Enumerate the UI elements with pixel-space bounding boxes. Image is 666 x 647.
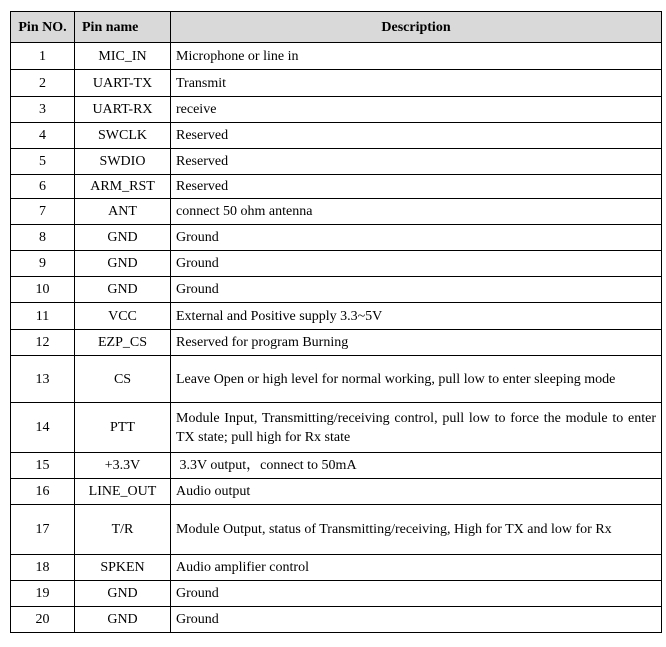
pin-number: 13 [11,356,75,403]
pin-description: Audio amplifier control [171,555,662,581]
pin-number: 20 [11,607,75,633]
pin-description: Microphone or line in [171,43,662,70]
pin-name: +3.3V [75,453,171,479]
pin-name: GND [75,277,171,303]
pin-description: Audio output [171,479,662,505]
pin-number: 16 [11,479,75,505]
pin-description: Reserved [171,149,662,175]
pin-number: 12 [11,330,75,356]
pin-description: Leave Open or high level for normal working, pull low to enter sleeping mode [171,356,662,403]
header-row [11,12,662,43]
table-row [11,199,662,225]
pin-table [10,11,662,633]
pin-name: CS [75,356,171,403]
table-row [11,403,662,453]
pin-number: 6 [11,175,75,199]
table-row [11,149,662,175]
pin-name: LINE_OUT [75,479,171,505]
pin-name: EZP_CS [75,330,171,356]
pin-number: 5 [11,149,75,175]
pin-name: GND [75,607,171,633]
pin-number: 8 [11,225,75,251]
pin-description: Reserved [171,175,662,199]
pin-number: 11 [11,303,75,330]
pin-description: Ground [171,251,662,277]
pin-number: 1 [11,43,75,70]
pin-name: ANT [75,199,171,225]
table-row [11,277,662,303]
table-row [11,303,662,330]
table-row [11,123,662,149]
table-row [11,70,662,97]
header-pin-no: Pin NO. [11,12,75,43]
pin-name: UART-TX [75,70,171,97]
pin-description: Ground [171,581,662,607]
pin-number: 9 [11,251,75,277]
pin-description: Transmit [171,70,662,97]
table-row [11,225,662,251]
pin-number: 4 [11,123,75,149]
pin-number: 17 [11,505,75,555]
pin-name: SPKEN [75,555,171,581]
pin-name: T/R [75,505,171,555]
pin-name: GND [75,581,171,607]
pin-number: 15 [11,453,75,479]
table-row [11,555,662,581]
pin-description: Ground [171,225,662,251]
pin-number: 14 [11,403,75,453]
pin-name: MIC_IN [75,43,171,70]
table-row [11,175,662,199]
pin-description: Reserved [171,123,662,149]
pin-description: Module Input, Transmitting/receiving control, pull low to force the module to enter TX state; pull high for Rx state [171,403,662,453]
pin-number: 10 [11,277,75,303]
pin-name: SWDIO [75,149,171,175]
header-pin-name: Pin name [75,12,171,43]
pin-description: External and Positive supply 3.3~5V [171,303,662,330]
pin-description: Reserved for program Burning [171,330,662,356]
table-row [11,453,662,479]
pin-name: GND [75,251,171,277]
pin-number: 3 [11,97,75,123]
pin-description: connect 50 ohm antenna [171,199,662,225]
table-row [11,251,662,277]
pin-name: SWCLK [75,123,171,149]
table-row [11,479,662,505]
table-row [11,43,662,70]
pin-description: Module Output, status of Transmitting/receiving, High for TX and low for Rx [171,505,662,555]
table-row [11,97,662,123]
pin-description: Ground [171,277,662,303]
pin-name: PTT [75,403,171,453]
pin-name: UART-RX [75,97,171,123]
pin-name: GND [75,225,171,251]
table-row [11,607,662,633]
pin-number: 2 [11,70,75,97]
pin-description: receive [171,97,662,123]
table-row [11,356,662,403]
pin-name: ARM_RST [75,175,171,199]
pin-name: VCC [75,303,171,330]
table-row [11,505,662,555]
pin-description: 3.3V output，connect to 50mA [171,453,662,479]
pin-number: 18 [11,555,75,581]
table-row [11,581,662,607]
pin-number: 19 [11,581,75,607]
table-row [11,330,662,356]
pin-number: 7 [11,199,75,225]
pin-description: Ground [171,607,662,633]
header-description: Description [171,12,662,43]
